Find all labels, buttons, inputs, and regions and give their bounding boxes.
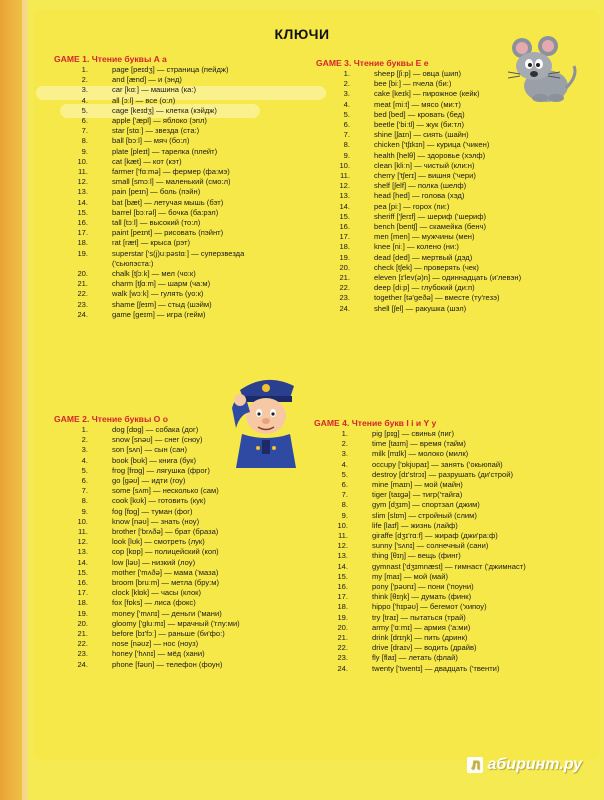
entry-number: 7. — [341, 490, 348, 500]
list-item — [48, 507, 318, 517]
entry-text: men [men] — мужчины (мен) — [374, 232, 475, 242]
entry-text: pony ['pəʊnɪ] — пони ('поуни) — [372, 582, 474, 592]
entry-text: book [bʊk] — книга (бук) — [112, 455, 196, 465]
entry-number: 9. — [341, 510, 348, 520]
entry-number: 19. — [77, 248, 88, 258]
entry-number: 13. — [339, 191, 350, 201]
list-item — [48, 578, 318, 588]
list-item — [48, 649, 318, 659]
entry-number: 12. — [77, 177, 88, 187]
entry-number: 4. — [343, 99, 350, 109]
entry-text: ('сьюпэста:) — [112, 258, 154, 268]
entry-text: cook [kʊk] — готовить (кук) — [112, 496, 206, 506]
list-item — [48, 269, 318, 279]
entry-number: 10. — [77, 156, 88, 166]
entry-text: chalk [tʃɔːk] — мел (чо:к) — [112, 269, 196, 279]
entry-number: 16. — [77, 218, 88, 228]
entry-text: son [sʌn] — сын (сан) — [112, 445, 188, 455]
entry-number: 14. — [77, 557, 88, 567]
section-game4 — [308, 418, 578, 674]
list-item — [308, 521, 578, 531]
entry-text: head [hed] — голова (хэд) — [374, 191, 465, 201]
section-game1 — [48, 54, 318, 320]
entry-text: drink [drɪŋk] — пить (дринк) — [372, 633, 468, 643]
entry-number: 13. — [77, 187, 88, 197]
entry-number: 21. — [77, 629, 88, 639]
list-item — [48, 547, 318, 557]
entry-number: 8. — [341, 500, 348, 510]
entry-number: 24. — [337, 663, 348, 673]
mouse-illustration — [500, 36, 580, 106]
entry-number: 12. — [339, 181, 350, 191]
entry-number: 22. — [337, 643, 348, 653]
list-item — [308, 664, 578, 674]
list-item — [308, 562, 578, 572]
entry-text: together [tə'geðə] — вместе (ту'гезэ) — [374, 293, 500, 303]
list-item — [310, 120, 580, 130]
entry-text: shame [ʃeɪm] — стыд (шэйм) — [112, 299, 212, 309]
entry-number: 23. — [337, 653, 348, 663]
list-item — [310, 191, 580, 201]
entry-number: 7. — [81, 486, 88, 496]
entry-number: 12. — [77, 537, 88, 547]
section-heading: GAME 2. Чтение буквы O o — [54, 414, 168, 424]
list-item — [310, 283, 580, 293]
entry-text: money ['mʌnɪ] — деньги ('мани) — [112, 608, 222, 618]
entry-number: 15. — [337, 571, 348, 581]
entry-text: know [nəʊ] — знать (ноу) — [112, 516, 200, 526]
entry-text: pig [pɪg] — свинья (пиг) — [372, 429, 455, 438]
entry-number: 17. — [77, 228, 88, 238]
entry-number: 20. — [337, 622, 348, 632]
entry-number: 10. — [339, 160, 350, 170]
entry-text: low [ləʊ] — низкий (лоу) — [112, 557, 196, 567]
list-item — [310, 242, 580, 252]
entry-number: 4. — [81, 95, 88, 105]
entry-text: check [tʃek] — проверять (чек) — [374, 262, 479, 272]
entry-text: mother ['mʌðə] — мама ('маза) — [112, 567, 219, 577]
entry-number: 9. — [81, 146, 88, 156]
entry-text: pain [peɪn] — боль (пэйн) — [112, 187, 201, 197]
entry-text: charm [tʃɑːm] — шарм (ча:м) — [112, 279, 211, 289]
entry-number: 23. — [339, 293, 350, 303]
entry-number: 11. — [340, 171, 350, 181]
entry-text: nose [nəʊz] — нос (ноуз) — [112, 639, 199, 649]
list-item — [308, 480, 578, 490]
list-item — [308, 633, 578, 643]
list-item — [310, 140, 580, 150]
entry-text: farmer ['fɑːmə] — фермер (фа:мэ) — [112, 167, 230, 177]
list-item — [48, 598, 318, 608]
list-item — [310, 273, 580, 283]
entry-number: 3. — [341, 449, 348, 459]
list-item — [48, 167, 318, 177]
list-item — [308, 460, 578, 470]
entry-text: pea [piː] — горох (пи:) — [374, 201, 450, 211]
entry-number: 8. — [343, 140, 350, 150]
list-item — [310, 181, 580, 191]
entry-number: 12. — [337, 541, 348, 551]
entry-number: 16. — [339, 222, 350, 232]
entry-text: dead [ded] — мертвый (дэд) — [374, 252, 473, 262]
list-item — [48, 527, 318, 537]
entry-number: 2. — [343, 79, 350, 89]
entry-number: 24. — [77, 309, 88, 319]
entry-number: 2. — [81, 435, 88, 445]
entry-number: 15. — [339, 211, 350, 221]
entry-text: shelf [ʃelf] — полка (шелф) — [374, 181, 467, 191]
section-heading: GAME 4. Чтение букв I i и Y y — [314, 418, 437, 428]
entry-number: 22. — [77, 639, 88, 649]
entry-number: 13. — [337, 551, 348, 561]
entry-text: fog [fɒg] — туман (фог) — [112, 506, 193, 516]
entry-text: small [smɔːl] — маленький (смо:л) — [112, 177, 231, 187]
list-item — [310, 212, 580, 222]
entry-number: 2. — [341, 439, 348, 449]
entry-text: eleven [ɪ'lev(ə)n] — одиннадцать (и'левэн) — [374, 273, 522, 283]
entry-text: page [peɪdʒ] — страница (пейдж) — [112, 65, 229, 74]
entry-text: ball [bɔːl] — мяч (бо:л) — [112, 136, 190, 146]
entry-text: deep [diːp] — глубокий (ди:п) — [374, 283, 475, 293]
list-item — [308, 592, 578, 602]
list-item — [308, 623, 578, 633]
entry-number: 11. — [338, 531, 348, 541]
entry-number: 4. — [341, 459, 348, 469]
entry-text: paint [peɪnt] — рисовать (пэйнт) — [112, 228, 224, 238]
entry-text: bat [bæt] — летучая мышь (бэт) — [112, 197, 224, 207]
entry-number: 1. — [343, 69, 350, 78]
entry-number: 8. — [81, 496, 88, 506]
entry-number: 18. — [339, 242, 350, 252]
logo-text: абиринт.ру — [487, 756, 582, 773]
entry-text: cat [kæt] — кот (кэт) — [112, 156, 182, 166]
entry-number: 5. — [341, 469, 348, 479]
entry-number: 5. — [343, 109, 350, 119]
list-item — [48, 106, 318, 116]
list-item — [310, 161, 580, 171]
list-item — [48, 198, 318, 208]
entry-number: 19. — [337, 612, 348, 622]
entry-number: 21. — [337, 633, 348, 643]
list-item — [310, 263, 580, 273]
list-item — [48, 609, 318, 619]
entry-text: sunny ['sʌnɪ] — солнечный (сани) — [372, 541, 489, 551]
list-item — [48, 177, 318, 187]
entry-number: 20. — [77, 269, 88, 279]
list-item — [308, 490, 578, 500]
entry-text: before [bɪ'fɔː] — раньше (би'фо:) — [112, 629, 225, 639]
entry-number: 8. — [81, 136, 88, 146]
entry-text: gym [dʒɪm] — спортзал (джим) — [372, 500, 480, 510]
entry-number: 14. — [337, 561, 348, 571]
entry-number: 24. — [77, 659, 88, 669]
section-heading: GAME 3. Чтение буквы E e — [316, 58, 429, 68]
list-item — [308, 541, 578, 551]
entry-text: shell [ʃel] — ракушка (шэл) — [374, 303, 467, 313]
entry-text: walk [wɔːk] — гулять (уо:к) — [112, 289, 204, 299]
list-item — [310, 202, 580, 212]
list-item — [48, 96, 318, 106]
list-item — [48, 85, 318, 95]
entry-text: life [laɪf] — жизнь (лайф) — [372, 520, 458, 530]
entry-number: 1. — [81, 65, 88, 74]
entry-number: 6. — [343, 120, 350, 130]
list-item — [48, 300, 318, 310]
entry-text: brother ['brʌðə] — брат (браза) — [112, 527, 219, 537]
entry-text: meat [miːt] — мясо (ми:т) — [374, 99, 461, 109]
list-item — [308, 511, 578, 521]
entry-text: my [maɪ] — мой (май) — [372, 571, 449, 581]
entry-text: dog [dɒg] — собака (дог) — [112, 425, 199, 434]
section-heading: GAME 1. Чтение буквы A a — [54, 54, 167, 64]
list-item — [310, 130, 580, 140]
entry-text: apple ['æpl] — яблоко (эпл) — [112, 116, 207, 126]
entry-text: plate [pleɪt] — тарелка (плейт) — [112, 146, 218, 156]
entry-text: bee [biː] — пчела (би:) — [374, 79, 452, 89]
list-item — [308, 602, 578, 612]
list-item — [48, 157, 318, 167]
entry-number: 2. — [81, 75, 88, 85]
entry-number: 20. — [77, 618, 88, 628]
entry-number: 22. — [339, 283, 350, 293]
list-item — [48, 279, 318, 289]
page-title: КЛЮЧИ — [274, 26, 330, 42]
entry-text: tall [tɔːl] — высокий (то:л) — [112, 218, 201, 228]
entry-text: broom [bruːm] — метла (бру:м) — [112, 578, 220, 588]
entry-text: barrel [bɔːrəl] — бочка (ба:рэл) — [112, 207, 219, 217]
entry-number: 3. — [81, 85, 88, 95]
list-item — [48, 639, 318, 649]
list-item — [310, 293, 580, 303]
entry-text: snow [snəʊ] — снег (сноу) — [112, 435, 203, 445]
entry-text: fly [flaɪ] — летать (флай) — [372, 653, 458, 663]
list-item — [48, 75, 318, 85]
entry-number: 13. — [77, 547, 88, 557]
entry-number: 23. — [77, 299, 88, 309]
list-item — [48, 218, 318, 228]
list-item — [308, 653, 578, 663]
entry-number: 6. — [81, 116, 88, 126]
list-item — [48, 517, 318, 527]
list-item — [310, 151, 580, 161]
entry-number: 17. — [339, 232, 350, 242]
entry-number: 19. — [339, 252, 350, 262]
entry-number: 5. — [81, 465, 88, 475]
list-item — [48, 660, 318, 670]
entry-list — [48, 65, 318, 320]
entry-text: think [θɪŋk] — думать (финк) — [372, 592, 472, 602]
list-item — [48, 136, 318, 146]
list-item — [308, 582, 578, 592]
entry-text: car [kɑː] — машина (ка:) — [112, 85, 197, 95]
entry-number: 17. — [77, 588, 88, 598]
entry-number: 16. — [337, 582, 348, 592]
entry-text: slim [slɪm] — стройный (слим) — [372, 510, 477, 520]
entry-text: thing [θɪŋ] — вещь (финг) — [372, 551, 461, 561]
entry-number: 20. — [339, 262, 350, 272]
entry-number: 14. — [339, 201, 350, 211]
entry-number: 1. — [341, 429, 348, 438]
entry-number: 14. — [77, 197, 88, 207]
entry-text: time [taɪm] — время (тайм) — [372, 439, 466, 449]
entry-number: 6. — [341, 480, 348, 490]
entry-text: cage [keɪdʒ] — клетка (кэйдж) — [112, 105, 217, 115]
list-item — [48, 208, 318, 218]
list-item — [308, 551, 578, 561]
entry-text: knee [niː] — колено (ни:) — [374, 242, 459, 252]
entry-text: all [ɔːl] — все (о:л) — [112, 95, 176, 105]
entry-number: 15. — [77, 567, 88, 577]
entry-text: some [sʌm] — несколько (сам) — [112, 486, 219, 496]
list-item — [48, 486, 318, 496]
entry-text: go [gəʊ] — идти (гоу) — [112, 476, 186, 486]
entry-number: 7. — [81, 126, 88, 136]
list-item — [48, 259, 318, 269]
entry-text: chicken ['tʃɪkɪn] — курица ('чикен) — [374, 140, 490, 150]
entry-number: 11. — [78, 167, 88, 177]
entry-number: 3. — [81, 445, 88, 455]
entry-text: cake [keɪk] — пирожное (кейк) — [374, 89, 480, 99]
policeman-illustration — [226, 368, 306, 468]
entry-number: 21. — [339, 273, 350, 283]
list-item — [308, 572, 578, 582]
list-item — [48, 537, 318, 547]
list-item — [48, 187, 318, 197]
entry-number: 16. — [77, 578, 88, 588]
entry-text: fox [fɒks] — лиса (фокс) — [112, 598, 196, 608]
list-item — [308, 500, 578, 510]
list-item — [48, 558, 318, 568]
list-item — [308, 613, 578, 623]
list-item — [48, 588, 318, 598]
entry-text: rat [ræt] — крыса (рэт) — [112, 238, 190, 248]
entry-text: health [helθ] — здоровье (хэлф) — [374, 150, 486, 160]
entry-number: 19. — [77, 608, 88, 618]
list-item — [48, 289, 318, 299]
list-item — [310, 171, 580, 181]
entry-number: 10. — [77, 516, 88, 526]
entry-text: army ['ɑːmɪ] — армия ('а:ми) — [372, 622, 471, 632]
list-item — [48, 116, 318, 126]
entry-number: 3. — [343, 89, 350, 99]
entry-text: drive [draɪv] — водить (драйв) — [372, 643, 477, 653]
entry-text: tiger [taɪgə] — тигр('тайга) — [372, 490, 463, 500]
entry-number: 18. — [337, 602, 348, 612]
entry-number — [48, 259, 112, 269]
entry-number: 11. — [78, 527, 88, 537]
list-item — [308, 439, 578, 449]
entry-text: honey ['hʌnɪ] — мёд (хани) — [112, 649, 205, 659]
list-item — [310, 304, 580, 314]
list-item — [308, 531, 578, 541]
entry-number: 23. — [77, 649, 88, 659]
list-item — [48, 249, 318, 259]
entry-text: bench [bentʃ] — скамейка (бенч) — [374, 222, 487, 232]
entry-text: phone [fəʊn] — телефон (фоун) — [112, 659, 223, 669]
list-item — [48, 147, 318, 157]
list-item — [310, 232, 580, 242]
list-item — [308, 643, 578, 653]
entry-text: shine [ʃaɪn] — сиять (шайн) — [374, 130, 469, 140]
entry-number: 22. — [77, 289, 88, 299]
list-item — [48, 238, 318, 248]
list-item — [48, 228, 318, 238]
entry-text: look [lʊk] — смотреть (лук) — [112, 537, 205, 547]
list-item — [310, 222, 580, 232]
entry-text: gloomy ['gluːmɪ] — мрачный ('глу:ми) — [112, 618, 240, 628]
list-item — [48, 310, 318, 320]
entry-number: 17. — [337, 592, 348, 602]
entry-text: giraffe [dʒɪ'rɑːf] — жираф (джи'ра:ф) — [372, 531, 498, 541]
entry-number: 1. — [81, 425, 88, 434]
entry-text: beetle ['biːtl] — жук (би:тл) — [374, 120, 464, 130]
entry-number: 5. — [81, 105, 88, 115]
entry-number: 15. — [77, 207, 88, 217]
logo-mark: Л — [467, 757, 483, 773]
entry-list — [308, 429, 578, 674]
entry-number: 9. — [81, 506, 88, 516]
entry-text: frog [frɒg] — лягушка (фрог) — [112, 465, 210, 475]
entry-text: bed [bed] — кровать (бед) — [374, 109, 465, 119]
entry-number: 10. — [337, 520, 348, 530]
list-item — [48, 619, 318, 629]
entry-text: occupy ['ɒkjʊpaɪ] — занять ('окьюпай) — [372, 459, 503, 469]
publisher-logo — [467, 756, 582, 774]
entry-text: sheep [ʃiːp] — овца (шип) — [374, 69, 461, 78]
entry-text: sheriff ['ʃerɪf] — шериф ('шериф) — [374, 211, 487, 221]
entry-text: game [geɪm] — игра (гейм) — [112, 309, 206, 319]
entry-text: milk [mɪlk] — молоко (милк) — [372, 449, 469, 459]
entry-number: 6. — [81, 476, 88, 486]
list-item — [48, 496, 318, 506]
entry-text: mine [maɪn] — мой (майн) — [372, 480, 463, 490]
entry-text: cop [kɒp] — полицейский (коп) — [112, 547, 219, 557]
list-item — [48, 126, 318, 136]
entry-number: 24. — [339, 303, 350, 313]
list-item — [308, 449, 578, 459]
entry-text: star [stɑː] — звезда (ста:) — [112, 126, 200, 136]
entry-text: gymnast ['dʒɪmnæst] — гимнаст ('джимнаст) — [372, 561, 526, 571]
list-item — [48, 476, 318, 486]
entry-text: clock [klɒk] — часы (клок) — [112, 588, 202, 598]
page-edge — [0, 0, 28, 800]
entry-text: superstar ['s(j)uːpəstɑː] — суперзвезда — [112, 248, 245, 258]
entry-text: clean [kliːn] — чистый (кли:н) — [374, 160, 475, 170]
list-item — [308, 429, 578, 439]
list-item — [310, 110, 580, 120]
entry-text: cherry ['tʃerɪ] — вишня ('чери) — [374, 171, 476, 181]
entry-text: and [ænd] — и (энд) — [112, 75, 182, 85]
entry-text: try [traɪ] — пытаться (трай) — [372, 612, 466, 622]
entry-number: 9. — [343, 150, 350, 160]
entry-number: 7. — [343, 130, 350, 140]
entry-number: 4. — [81, 455, 88, 465]
entry-text: hippo ['hɪpəʊ] — бегемот ('хипоу) — [372, 602, 487, 612]
entry-number: 18. — [77, 238, 88, 248]
list-item — [48, 629, 318, 639]
list-item — [308, 470, 578, 480]
list-item — [48, 65, 318, 75]
entry-text: destroy [dɪ'strɔɪ] — разрушать (ди'строй) — [372, 469, 513, 479]
entry-text: twenty ['twentɪ] — двадцать ('твенти) — [372, 663, 500, 673]
entry-number: 18. — [77, 598, 88, 608]
list-item — [48, 568, 318, 578]
list-item — [310, 253, 580, 263]
entry-number: 21. — [77, 279, 88, 289]
